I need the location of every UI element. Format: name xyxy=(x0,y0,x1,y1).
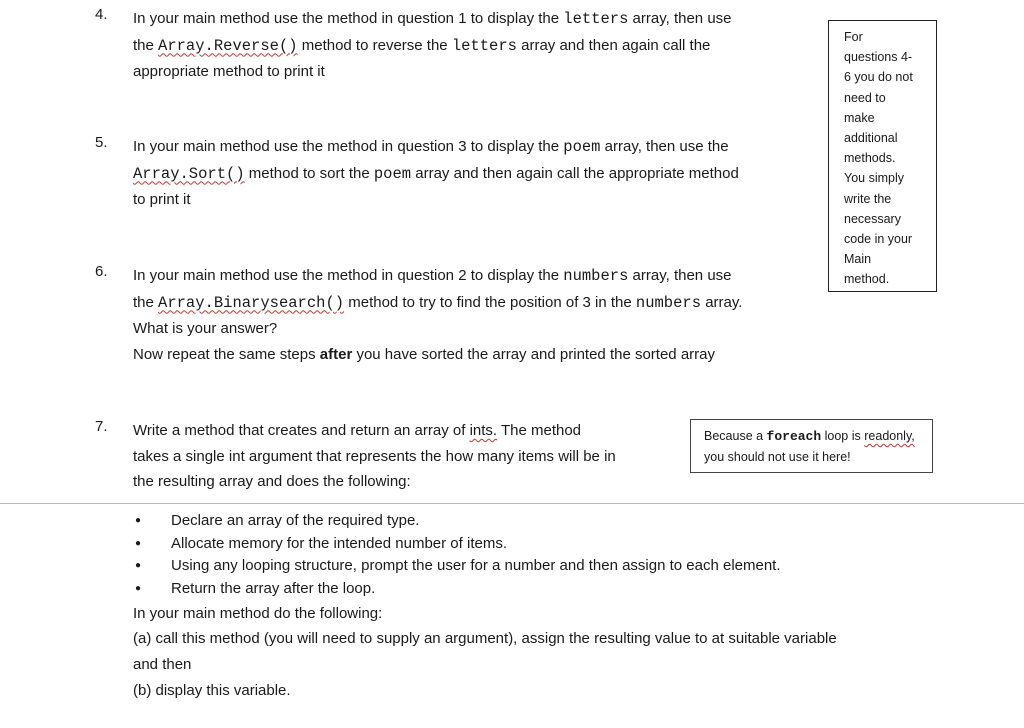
list-item: ● Declare an array of the required type. xyxy=(133,510,933,533)
question-number: 5. xyxy=(95,134,108,151)
sidebar-note-line: make xyxy=(844,110,875,125)
question-number: 7. xyxy=(95,418,108,435)
sidebar-note-line: write the xyxy=(844,191,892,206)
question-text: In your main method use the method in question 3 to display the poem array, then use the Array.Sort() method to sort the poem array and then again call the appropriate method to print it xyxy=(133,138,739,208)
main-method-instructions xyxy=(133,601,953,703)
sidebar-note-line: method. xyxy=(844,272,890,287)
sidebar-note-line: You simply xyxy=(844,171,904,186)
sidebar-note-line: For xyxy=(844,30,863,44)
sidebar-note-line: additional xyxy=(844,131,898,146)
sidebar-note-box xyxy=(828,20,937,292)
array-binarysearch-code: Array.Binarysearch() xyxy=(158,293,345,312)
sidebar-note-line: Main xyxy=(844,252,872,267)
array-reverse-code: Array.Reverse() xyxy=(158,36,298,55)
sidebar-note-line: necessary xyxy=(844,211,901,226)
requirements-list xyxy=(133,510,933,600)
instruction-line: (a) call this method (you will need to supply an argument), assign the resulting value to at suitable variable xyxy=(133,630,837,648)
section-divider xyxy=(0,503,1024,504)
sidebar-note-line: methods. xyxy=(844,151,896,166)
array-sort-code: Array.Sort() xyxy=(133,164,245,183)
sidebar-note-line: need to xyxy=(844,90,886,105)
question-text: In your main method use the method in question 2 to display the numbers array, then use the Array.Binarysearch() method to try to find the position of 3 in the numbers array. What is your answer? Now repeat the same steps after you have sorted the array and printed the sorted array xyxy=(133,267,743,363)
foreach-note-box: Because a foreach loop is readonly, you should not use it here! xyxy=(690,419,933,473)
sidebar-note-line: code in your xyxy=(844,232,913,247)
sidebar-note-line: questions 4- xyxy=(844,50,913,65)
question-text: Write a method that creates and return an array of ints. The method takes a single int argument that represents the how many items will be in the resulting array and does the following: xyxy=(133,422,616,490)
sidebar-note-line: 6 you do not xyxy=(844,70,913,85)
question-number: 4. xyxy=(95,6,108,23)
instruction-line: and then xyxy=(133,655,192,673)
list-item: ● Using any looping structure, prompt the user for a number and then assign to each element. xyxy=(133,555,933,578)
foreach-keyword: foreach xyxy=(766,429,822,444)
instruction-line: (b) display this variable. xyxy=(133,681,291,699)
list-item: ● Allocate memory for the intended number of items. xyxy=(133,533,933,556)
list-item: ● Return the array after the loop. xyxy=(133,578,933,601)
instruction-line: In your main method do the following: xyxy=(133,605,383,622)
question-number: 6. xyxy=(95,263,108,280)
question-text: In your main method use the method in question 1 to display the letters array, then use the Array.Reverse() method to reverse the letters array and then again call the appropriate method to print it xyxy=(133,10,732,80)
